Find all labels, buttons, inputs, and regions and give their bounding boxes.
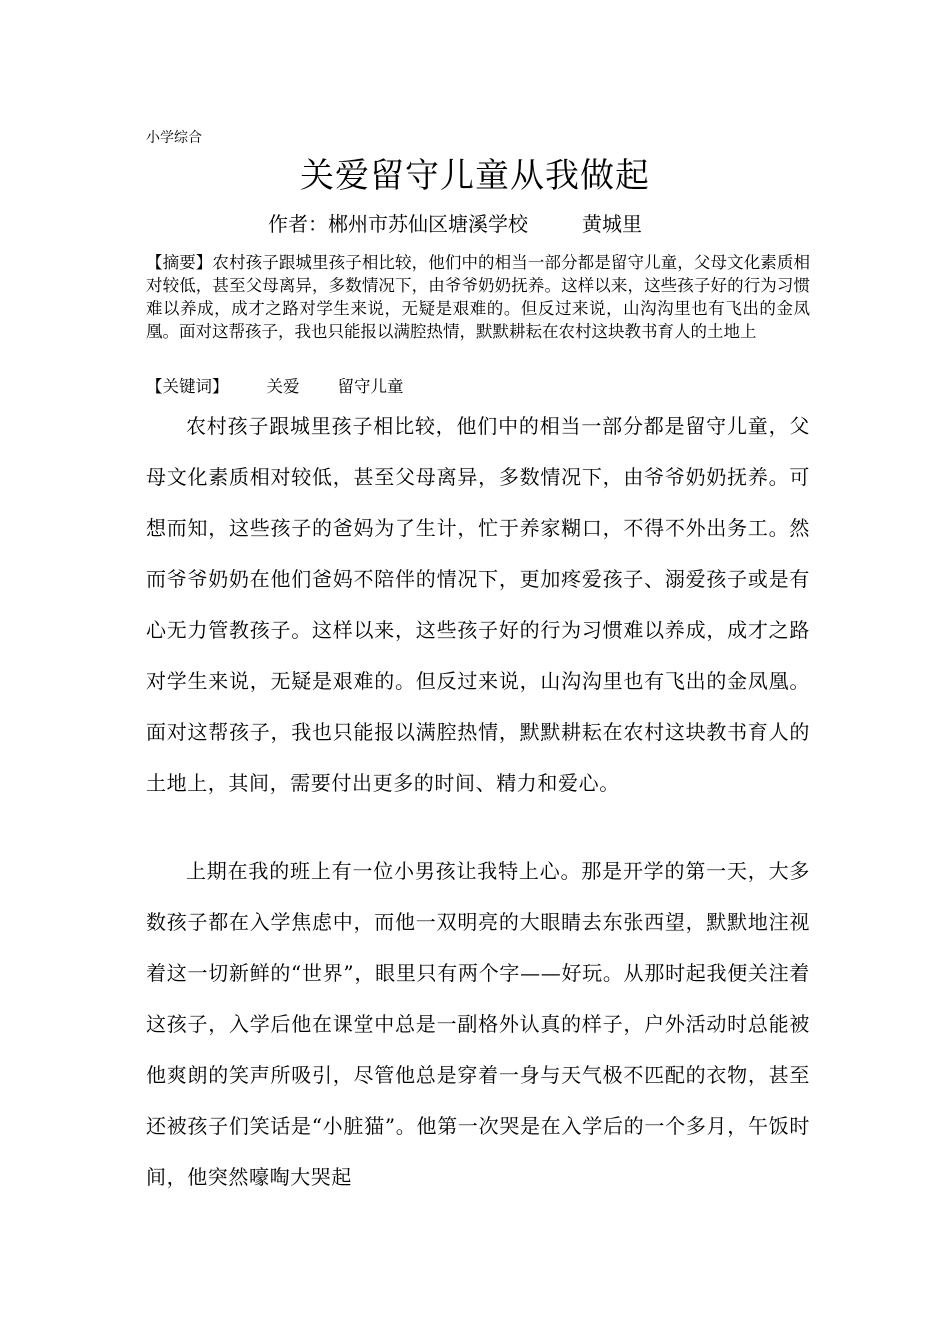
page-title: 关爱留守儿童从我做起: [300, 156, 650, 196]
paragraph-text: 上期在我的班上有一位小男孩让我特上心。那是开学的第一天，大多数孩子都在入学焦虑中，而他一双明亮的大眼睛去东张西望，默默地注视着这一切新鲜的“世界”，眼里只有两个字——好玩。从那时起我便关注着这孩子，入学后他在课堂中总是一副格外认真的样子，户外活动时总能被他爽朗的笑声所吸引，尽管他总是穿着一身与天气极不匹配的衣物，甚至还被孩子们笑话是“小脏猫”。他第一次哭是在入学后的一个多月，午饭时间，他突然嚎啕大哭起: [146, 859, 810, 1189]
paragraph-text: 农村孩子跟城里孩子相比较，他们中的相当一部分都是留守儿童，父母文化素质相对较低，甚至父母离异，多数情况下，由爷爷奶奶抚养。可想而知，这些孩子的爸妈为了生计，忙于养家糊口，不得不外出务工。然而爷爷奶奶在他们爸妈不陪伴的情况下，更加疼爱孩子、溺爱孩子或是有心无力管教孩子。这样以来，这些孩子好的行为习惯难以养成，成才之路对学生来说，无疑是艰难的。但反过来说，山沟沟里也有飞出的金凤凰。面对这帮孩子，我也只能报以满腔热情，默默耕耘在农村这块教书育人的土地上，其间，需要付出更多的时间、精力和爱心。: [146, 414, 810, 795]
author-affiliation: 作者：郴州市苏仙区塘溪学校: [268, 212, 528, 236]
author-name: 黄城里: [582, 212, 642, 236]
keyword: 关爱: [266, 377, 300, 396]
body-paragraph: [146, 401, 810, 809]
keywords-label: 【关键词】: [146, 377, 229, 396]
body-paragraph: [146, 846, 810, 1203]
keywords-line: [146, 375, 404, 398]
document-category: 小学综合: [146, 130, 202, 146]
abstract: 【摘要】农村孩子跟城里孩子相比较，他们中的相当一部分都是留守儿童，父母文化素质相对较低，甚至父母离异，多数情况下，由爷爷奶奶抚养。这样以来，这些孩子好的行为习惯难以养成，成才之路对学生来说，无疑是艰难的。但反过来说，山沟沟里也有飞出的金凤凰。面对这帮孩子，我也只能报以满腔热情，默默耕耘在农村这块教书育人的土地上: [146, 253, 810, 341]
keyword: 留守儿童: [337, 377, 404, 396]
author-line: [268, 209, 642, 239]
